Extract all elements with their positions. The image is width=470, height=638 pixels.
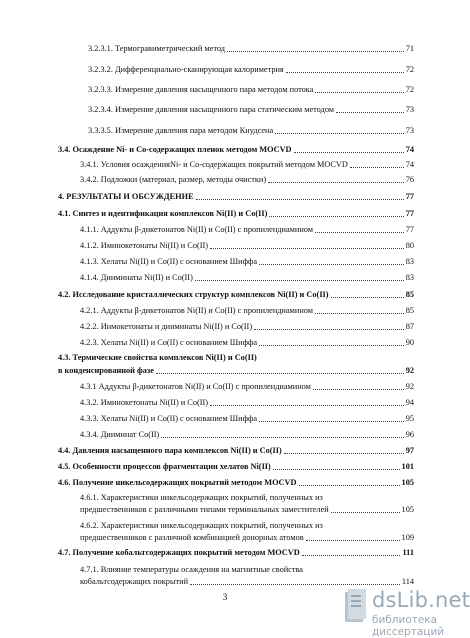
toc-entry-page: 96 (405, 430, 414, 439)
page-number: 3 (222, 592, 228, 602)
toc-entry-page: 72 (405, 65, 414, 74)
toc-entry-title: 4.1.4. Дииминаты Ni(II) и Co(II) (80, 273, 193, 282)
toc-leader-dots (210, 405, 404, 406)
toc-entry-page: 105 (401, 505, 414, 514)
toc-leader-dots (302, 555, 401, 556)
toc-leader-dots (161, 437, 403, 438)
toc-entry-title: 3.2.3.4. Измерение давления насыщенного пара статическим методом (88, 105, 335, 114)
toc-entry-title: 4.6.1. Характеристики никельсодержащих покрытий, полученных из (80, 493, 323, 502)
toc-entry-page: 76 (405, 175, 414, 184)
toc-entry-title: 4.1.1. Аддукты β-дикетонатов Ni(II) и Co(II) с пропилендиамином (80, 225, 314, 234)
toc-entry-title: 4.3. Термические свойства комплексов Ni(II) и Co(II) (58, 353, 257, 362)
toc-entry-title: 4.3.1 Аддукты β-дикетонатов Ni(II) и Co(II) с пропилендиамином (80, 382, 311, 391)
toc-leader-dots (195, 280, 404, 281)
toc-entry-page: 77 (405, 209, 414, 218)
toc-leader-dots (315, 313, 404, 314)
toc-entry-title: 4.2.1. Аддукты β-дикетонатов Ni(II) и Co(II) с пропилендиамином (80, 306, 314, 315)
toc-entry-title: 4.6.2. Характеристики никельсодержащих покрытий, полученных из (80, 521, 323, 530)
toc-leader-dots (315, 232, 404, 233)
toc-entry-page: 85 (405, 306, 414, 315)
toc-leader-dots (336, 112, 404, 113)
toc-leader-dots (313, 389, 404, 390)
toc-leader-dots (259, 421, 404, 422)
toc-entry-page: 92 (405, 382, 414, 391)
toc-entry-title: 4.1.3. Хелаты Ni(II) и Co(II) с основанием Шиффа (80, 257, 258, 266)
watermark-logo (342, 586, 470, 638)
toc-leader-dots (259, 264, 404, 265)
toc-leader-dots (306, 540, 400, 541)
toc-leader-dots (275, 133, 404, 134)
toc-entry-page: 105 (401, 478, 414, 487)
toc-entry-page: 73 (405, 105, 414, 114)
toc-entry-title: 3.4.1. Условия осажденияNi- и Co-содержащих покрытий методом MOCVD (80, 160, 348, 169)
toc-entry-page: 87 (405, 322, 414, 331)
toc-entry-page: 92 (405, 366, 414, 375)
toc-entry-title: 4.3.2. Иминокетонаты Ni(II) и Co(II) (80, 398, 209, 407)
toc-entry-title: 4.3.3. Хелаты Ni(II) и Co(II) с основанием Шиффа (80, 414, 258, 423)
toc-entry-page: 97 (405, 446, 414, 455)
toc-leader-dots (196, 199, 404, 200)
toc-entry-title: 4.7.1. Влияние температуры осаждения на магнитные свойства (80, 565, 303, 574)
toc-entry-title: 3.4. Осаждение Ni- и Co-содержащих пленок методом MOCVD (58, 145, 292, 154)
toc-leader-dots (227, 51, 404, 52)
toc-entry-title: 3.2.3.2. Дифференциально-сканирующая калориметрия (88, 65, 284, 74)
toc-entry-page: 83 (405, 273, 414, 282)
toc-entry-title: 4.6. Получение никельсодержащих покрытий методом MOCVD (58, 478, 297, 487)
book-icon (342, 586, 370, 630)
toc-entry-title: 4.7. Получение кобальтсодержащих покрытий методом MOCVD (58, 548, 300, 557)
toc-entry-title: 4. РЕЗУЛЬТАТЫ И ОБСУЖДЕНИЕ (58, 192, 194, 201)
toc-entry-page: 85 (405, 290, 414, 299)
toc-leader-dots (269, 216, 403, 217)
toc-entry-title-continued: в конденсированной фазе (58, 366, 154, 375)
toc-leader-dots (331, 512, 400, 513)
toc-leader-dots (254, 329, 404, 330)
toc-leader-dots (259, 345, 404, 346)
toc-entry-page: 90 (405, 338, 414, 347)
toc-leader-dots (294, 152, 404, 153)
toc-leader-dots (350, 167, 404, 168)
toc-entry-page: 109 (401, 533, 414, 542)
toc-leader-dots (210, 248, 404, 249)
toc-entry-page: 73 (405, 126, 414, 135)
toc-entry-title-continued: предшественников с различными типами терминальных заместителей (80, 505, 329, 514)
toc-entry-page: 94 (405, 398, 414, 407)
toc-entry-page: 101 (401, 462, 414, 471)
toc-leader-dots (268, 182, 404, 183)
toc-entry-title: 4.4. Давления насыщенного пара комплексов Ni(II) и Co(II) (58, 446, 282, 455)
toc-leader-dots (156, 373, 404, 374)
toc-leader-dots (286, 72, 404, 73)
toc-leader-dots (299, 485, 400, 486)
toc-entry-title: 4.2. Исследование кристаллических структур комплексов Ni(II) и Co(II) (58, 290, 329, 299)
toc-entry-title: 3.2.3.3. Измерение давления насыщенного пара методом потока (88, 85, 314, 94)
toc-entry-title: 3.3.3.5. Измерение давления пара методом Кнудсена (88, 126, 274, 135)
toc-leader-dots (284, 453, 404, 454)
toc-entry-page: 83 (405, 257, 414, 266)
toc-leader-dots (190, 584, 400, 585)
toc-leader-dots (273, 469, 400, 470)
toc-entry-title-continued: предшественников с различной комбинацией донорных атомов (80, 533, 304, 542)
toc-entry-page: 77 (405, 192, 414, 201)
toc-entry-title: 3.4.2. Подложки (материал, размер, методы очистки) (80, 175, 267, 184)
watermark-title: dsLib.net (372, 588, 470, 612)
toc-leader-dots (315, 92, 403, 93)
toc-entry-title-continued: кобальтсодержащих покрытий (80, 577, 189, 586)
toc-entry-title: 4.2.2. Инмокетонаты и дииминаты Ni(II) и Co(II) (80, 322, 253, 331)
toc-entry-title: 3.2.3.1. Термогравиметрический метод (88, 44, 225, 53)
toc-entry-title: 4.1.2. Иминокетонаты Ni(II) и Co(II) (80, 241, 209, 250)
toc-entry-page: 77 (405, 225, 414, 234)
watermark-subtitle: библиотека диссертаций (372, 614, 445, 638)
toc-entry-page: 74 (405, 160, 414, 169)
toc-entry-page: 114 (401, 577, 414, 586)
toc-entry-page: 71 (405, 44, 414, 53)
toc-entry-title: 4.2.3. Хелаты Ni(II) и Co(II) с основанием Шиффа (80, 338, 258, 347)
toc-entry-page: 80 (405, 241, 414, 250)
toc-entry-page: 74 (405, 145, 414, 154)
toc-entry-title: 4.1. Синтез и идентификация комплексов Ni(II) и Co(II) (58, 209, 268, 218)
toc-entry-page: 111 (402, 548, 414, 557)
toc-leader-dots (331, 297, 404, 298)
toc-entry-title: 4.5. Особенности процессов фрагментации хелатов Ni(II) (58, 462, 271, 471)
toc-entry-page: 72 (405, 85, 414, 94)
toc-entry-title: 4.3.4. Дииминат Co(II) (80, 430, 160, 439)
toc-entry-page: 95 (405, 414, 414, 423)
